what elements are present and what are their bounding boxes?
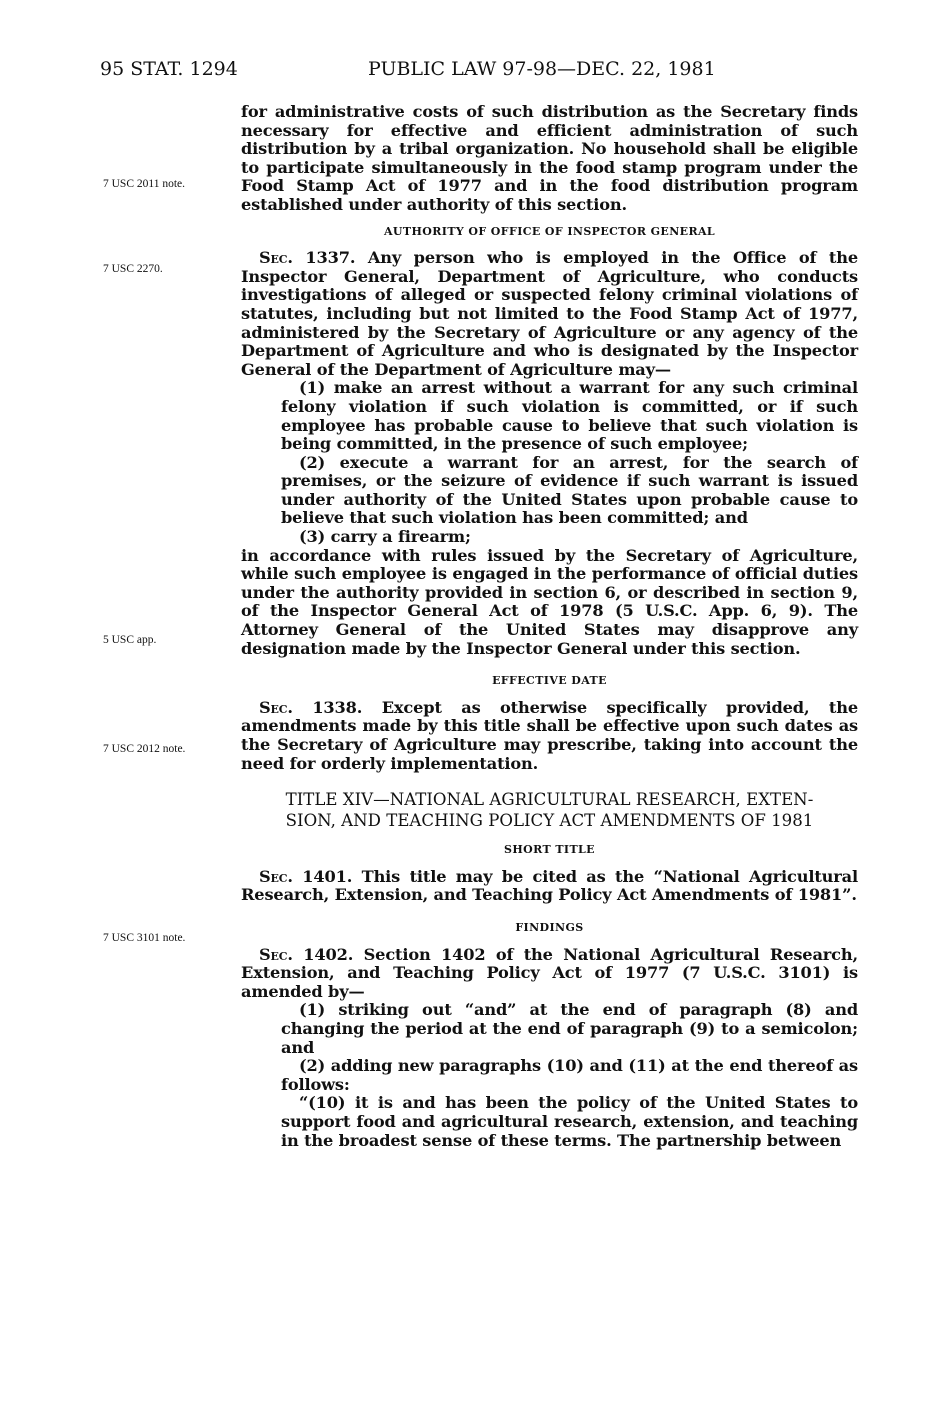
section-heading-findings: FINDINGS [515,920,584,934]
margin-note-2270: 7 USC 2270. [103,263,163,275]
section-1338-text: Except as otherwise specifically provided, the amendments made by this title shall be effective upon such dates as the Secretary of Agriculture may prescribe, taking into account the need for orderly implementation. [241,697,858,773]
intro-paragraph: for administrative costs of such distribution as the Secretary finds necessary for effective and efficient administration of such distribution by a tribal organization. No household shall be eligible to participate simultaneously in the food stamp program under the Food Stamp Act of 1977 and in the food distribution program established under authority of this section. [241,102,858,214]
section-1338-paragraph [241,699,858,773]
section-heading-inspector-general: AUTHORITY OF OFFICE OF INSPECTOR GENERAL [383,224,716,238]
margin-note-5usc: 5 USC app. [103,634,157,646]
section-1337-text: Any person who is employed in the Office of the Inspector General, Department of Agriculture, who conducts investigations of alleged or suspected felony criminal violations of statutes, including but not limited to the Food Stamp Act of 1977, administered by the Secretary of Agriculture or any agency of the Department of Agriculture and who is designated by the Inspector General of the Department of Agriculture may— [241,248,858,379]
section-1401-text: This title may be cited as the “National Agricultural Research, Extension, and Teaching Policy Act Amendments of 1981”. [241,866,858,905]
margin-note-2012: 7 USC 2012 note. [103,743,186,755]
section-1337-label: Sec. 1337. [259,248,356,268]
section-1337-item-1: (1) make an arrest without a warrant for any such criminal felony violation if such violation is committed, or if such employee has probable cause to believe that such violation is being committed, in the presence of such employee; [281,378,858,454]
section-1402-text: Section 1402 of the National Agricultural Research, Extension, and Teaching Policy Act of 1977 (7 U.S.C. 3101) is amended by— [241,944,858,1001]
section-1402-amendment-2: (2) adding new paragraphs (10) and (11) at the end thereof as follows: [281,1056,858,1094]
margin-note-2011: 7 USC 2011 note. [103,178,185,190]
section-1337-item-2: (2) execute a warrant for an arrest, for the search of premises, or the seizure of evidence if such warrant is issued under authority of the United States upon probable cause to believe that such violation has been committed; and [281,452,858,528]
section-1401-paragraph [241,868,858,905]
section-1402-paragraph [241,946,858,1002]
section-1401-label: Sec. 1401. [259,866,353,886]
section-1337-item-3: (3) carry a firearm; [299,527,471,547]
title-xiv-line-1: TITLE XIV—NATIONAL AGRICULTURAL RESEARCH, EXTEN- [285,790,814,810]
statute-page-number: 95 STAT. 1294 [100,58,238,80]
title-xiv-heading [241,789,858,831]
margin-note-3101: 7 USC 3101 note. [103,932,186,944]
section-heading-short-title: SHORT TITLE [504,843,595,857]
title-xiv-line-2: SION, AND TEACHING POLICY ACT AMENDMENTS OF 1981 [285,811,814,831]
page-header [100,58,860,88]
section-1337-paragraph [241,249,858,379]
section-1402-quoted-paragraph: “(10) it is and has been the policy of the United States to support food and agricultural research, extension, and teaching in the broadest sense of these terms. The partnership between [281,1093,858,1150]
section-1402-label: Sec. 1402. [259,944,354,964]
section-1402-amendment-1: (1) striking out “and” at the end of paragraph (8) and changing the period at the end of paragraph (9) to a semicolon; and [281,1000,858,1057]
public-law-citation: PUBLIC LAW 97-98—DEC. 22, 1981 [368,58,716,80]
section-heading-effective-date: EFFECTIVE DATE [492,674,607,688]
body-text [241,103,858,1150]
section-1337-closing: in accordance with rules issued by the Secretary of Agriculture, while such employee is engaged in the performance of official duties under the authority provided in section 6, or described in section 9, of the Inspector General Act of 1978 (5 U.S.C. App. 6, 9). The Attorney General of the United States may disapprove any designation made by the Inspector General under this section. [241,545,858,658]
section-1338-label: Sec. 1338. [259,697,363,717]
